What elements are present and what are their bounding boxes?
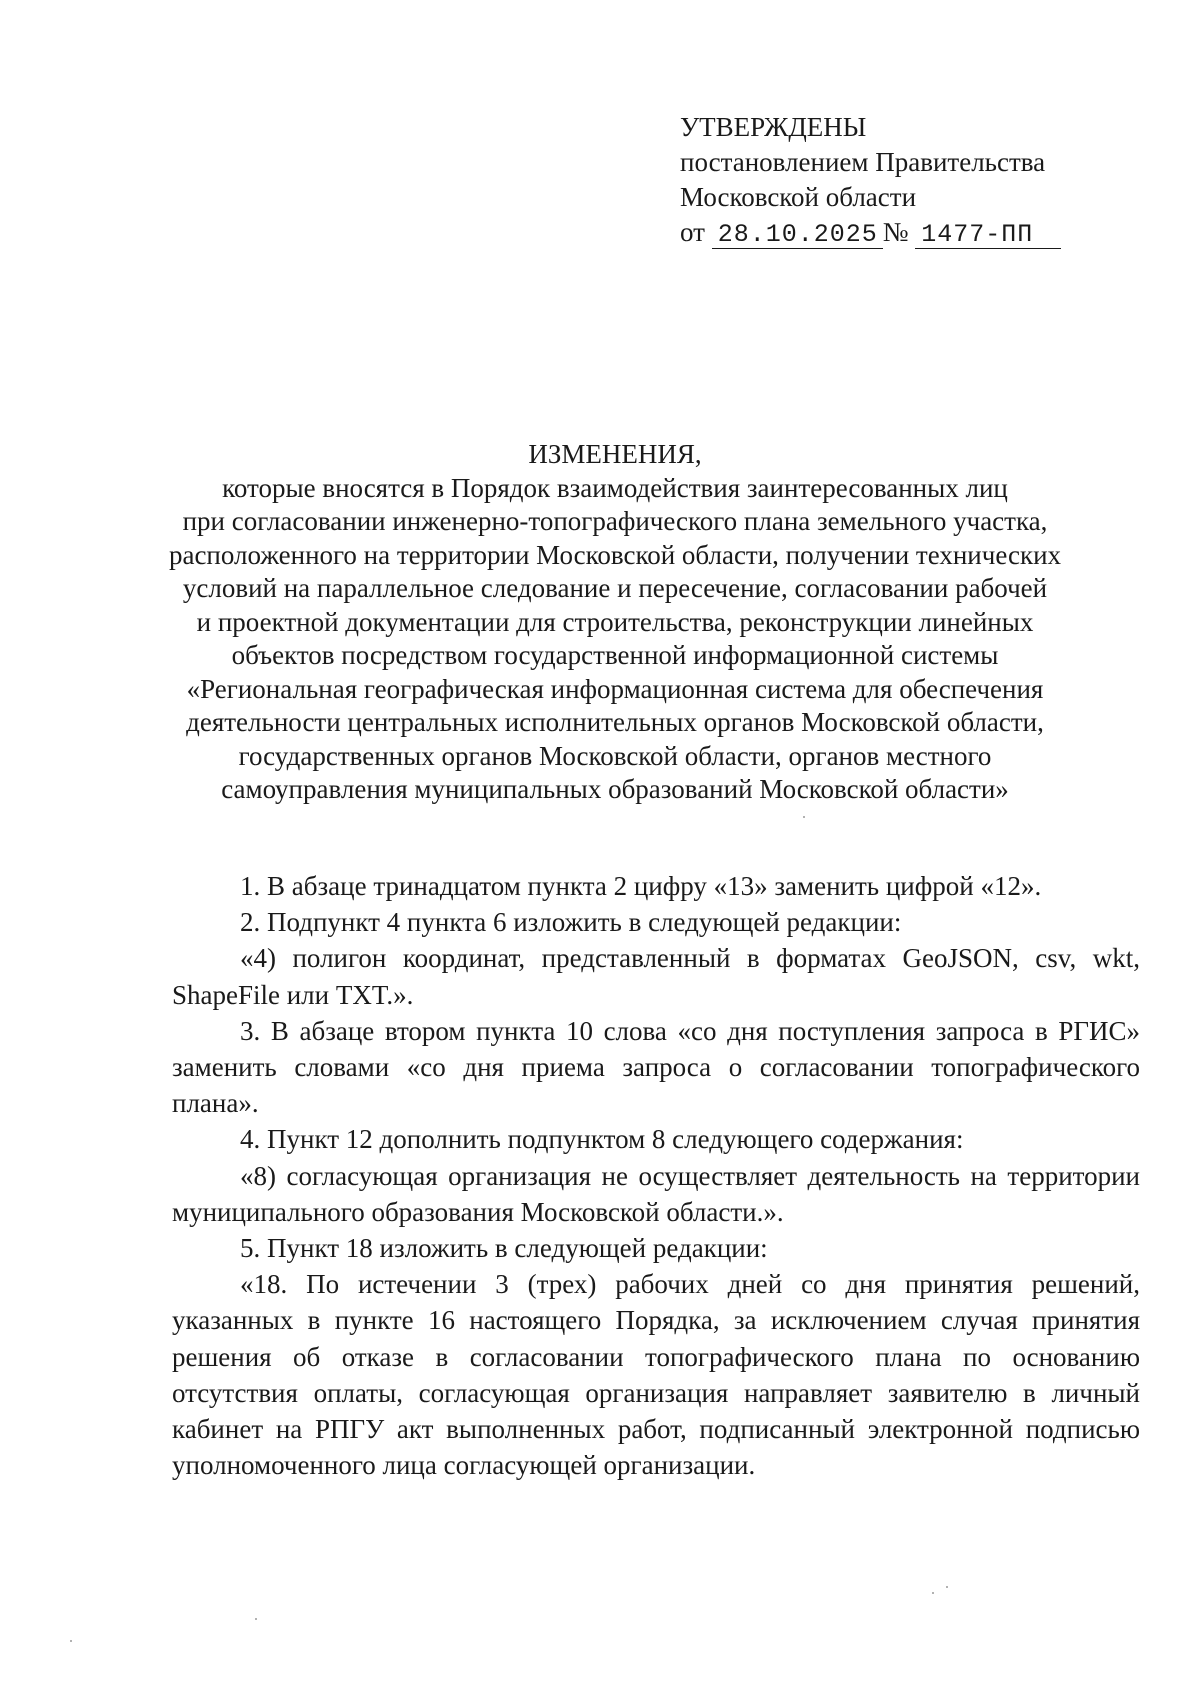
paragraph-4-quote: «8) согласующая организация не осуществляет деятельность на территории муниципального образования Московской области.».	[172, 1160, 1140, 1227]
paragraph-5-quote: «18. По истечении 3 (трех) рабочих дней со дня принятия решений, указанных в пункте 16 настоящего Порядка, за исключением случая принятия решения об отказе в согласовании топографического плана по основанию отсутствия оплаты, согласующая организация направляет заявителю в личный кабинет на РПГУ акт выполненных работ, подписанный электронной подписью уполномоченного лица согласующей организации.	[172, 1269, 1140, 1481]
from-label: от	[680, 217, 705, 247]
paragraph-3: 3. В абзаце втором пункта 10 слова «со дня поступления запроса в РГИС» заменить словами «со дня приема запроса о согласовании топографического плана».	[172, 1015, 1140, 1119]
approval-stamp	[680, 110, 1061, 250]
paragraph-1: 1. В абзаце тринадцатом пункта 2 цифру «13» заменить цифрой «12».	[240, 871, 1042, 901]
title-line: объектов посредством государственной информационной системы	[231, 640, 999, 670]
title-line: «Региональная географическая информационная система для обеспечения	[186, 673, 1044, 704]
document-title-block	[150, 438, 1080, 807]
title-line: расположенного на территории Московской области, получении технических	[168, 539, 1062, 570]
document-body	[172, 868, 1140, 1483]
title-line: деятельности центральных исполнительных органов Московской области,	[186, 707, 1044, 737]
paragraph-5: 5. Пункт 18 изложить в следующей редакции:	[240, 1233, 768, 1264]
paragraph-2: 2. Подпункт 4 пункта 6 изложить в следующей редакции:	[240, 907, 902, 938]
title-line: государственных органов Московской области, органов местного	[238, 740, 992, 771]
scan-speck	[946, 1586, 948, 1588]
number-sign: №	[882, 217, 909, 247]
title-line: самоуправления муниципальных образований Московской области»	[221, 774, 1009, 804]
approval-authority: постановлением Правительства	[680, 147, 1046, 177]
approval-date-number	[680, 215, 1061, 250]
title-line: условий на параллельное следование и пересечение, согласовании рабочей	[182, 573, 1048, 603]
title-line: которые вносятся в Порядок взаимодействия заинтересованных лиц	[222, 472, 1008, 503]
approval-number: 1477-ПП	[915, 222, 1061, 249]
title-line: при согласовании инженерно-топографического плана земельного участка,	[182, 506, 1048, 536]
approval-region: Московской области	[680, 182, 917, 212]
scan-speck	[803, 816, 805, 818]
approval-date: 28.10.2025	[712, 222, 883, 249]
scan-speck	[70, 1640, 72, 1642]
scan-speck	[255, 1618, 257, 1620]
paragraph-4: 4. Пункт 12 дополнить подпунктом 8 следующего содержания:	[240, 1124, 964, 1155]
paragraph-2-quote: «4) полигон координат, представленный в форматах GeoJSON, csv, wkt, ShapeFile или TXT.».	[172, 943, 1140, 1010]
scan-speck	[932, 1592, 934, 1594]
document-heading: ИЗМЕНЕНИЯ,	[528, 439, 702, 469]
approval-title: УТВЕРЖДЕНЫ	[680, 112, 867, 142]
title-line: и проектной документации для строительства, реконструкции линейных	[196, 606, 1034, 637]
